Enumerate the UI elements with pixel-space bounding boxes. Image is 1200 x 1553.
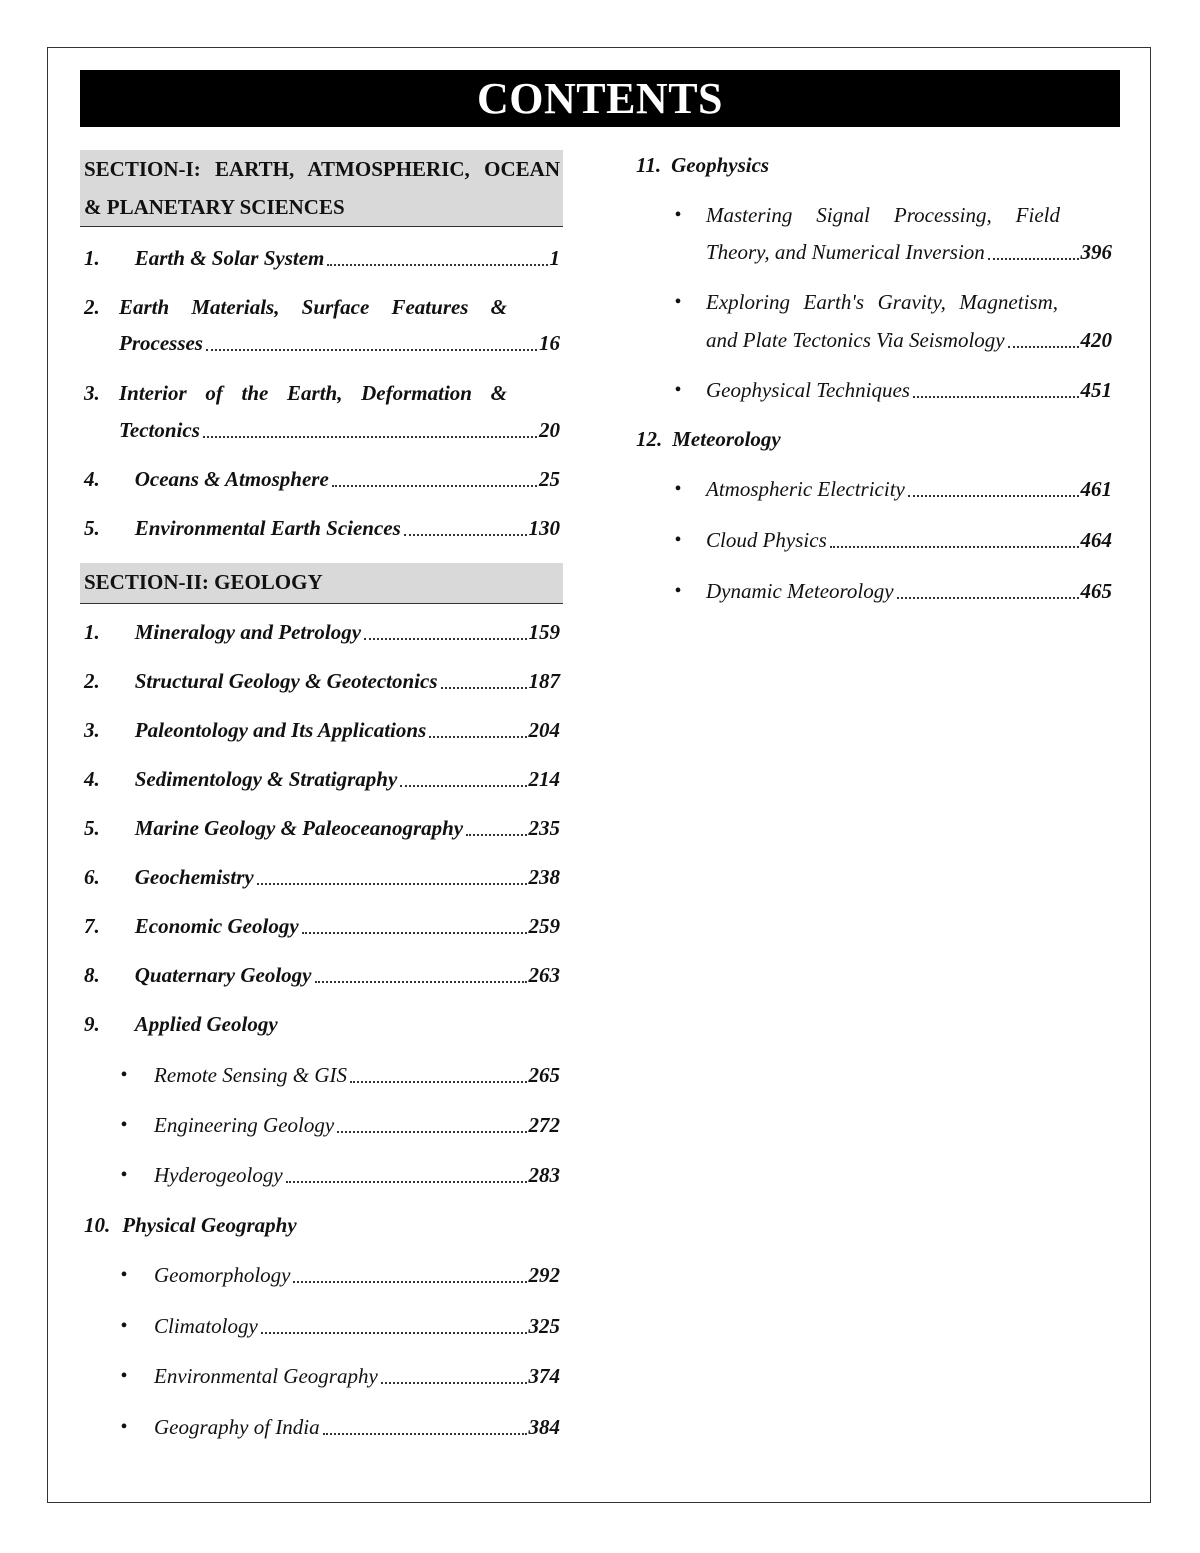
entry-number: 4. — [84, 767, 100, 791]
entry-number: 10. — [84, 1213, 111, 1237]
toc-subentry[interactable] — [154, 1412, 560, 1442]
toc-entry[interactable] — [84, 764, 560, 794]
subentry-title: Geomorphology — [154, 1263, 291, 1287]
leader-dots — [381, 1382, 527, 1384]
toc-entry[interactable] — [84, 415, 560, 445]
entry-number: 3. — [84, 381, 100, 405]
entry-title: Paleontology and Its Applications — [134, 718, 427, 742]
entry-title: Processes — [119, 331, 203, 355]
subentry-page: 396 — [1080, 240, 1112, 264]
entry-number: 1. — [84, 246, 100, 270]
toc-entry-meteorology[interactable] — [636, 424, 1112, 454]
entry-number: 7. — [84, 914, 100, 938]
bullet-icon: • — [120, 1064, 128, 1086]
entry-title: Geochemistry — [134, 865, 254, 889]
leader-dots — [400, 785, 526, 787]
subentry-page: 265 — [528, 1063, 560, 1087]
subentry-title: Climatology — [154, 1314, 258, 1338]
entry-page: 16 — [539, 331, 560, 355]
entry-page: 235 — [528, 816, 560, 840]
toc-subentry[interactable] — [154, 1110, 560, 1140]
entry-title: Tectonics — [119, 418, 200, 442]
subentry-page: 272 — [528, 1113, 560, 1137]
entry-number: 3. — [84, 718, 100, 742]
entry-title: Earth & Solar System — [134, 246, 325, 270]
toc-entry-applied-geology[interactable] — [84, 1009, 560, 1039]
leader-dots — [315, 981, 527, 983]
subentry-title-line1: Mastering Signal Processing, Field — [706, 203, 1060, 227]
entry-number: 5. — [84, 816, 100, 840]
subentry-page: 374 — [528, 1364, 560, 1388]
leader-dots — [404, 534, 527, 536]
subentry-title: Engineering Geology — [154, 1113, 335, 1137]
entry-title: Meteorology — [672, 427, 781, 451]
toc-entry[interactable] — [84, 328, 560, 358]
subentry-title: Hyderogeology — [154, 1163, 283, 1187]
entry-number: 2. — [84, 295, 100, 319]
subentry-page: 461 — [1080, 477, 1112, 501]
entry-number: 11. — [636, 153, 662, 177]
toc-entry[interactable] — [84, 911, 560, 941]
entry-page: 1 — [549, 246, 560, 270]
toc-subentry[interactable] — [154, 1160, 560, 1190]
toc-entry-physical-geography[interactable] — [84, 1210, 560, 1240]
entry-number: 6. — [84, 865, 100, 889]
subentry-title: Theory, and Numerical Inversion — [706, 240, 985, 264]
toc-entry[interactable] — [84, 813, 560, 843]
leader-dots — [913, 396, 1079, 398]
entry-title: Economic Geology — [134, 914, 299, 938]
bullet-icon: • — [674, 291, 682, 313]
bullet-icon: • — [120, 1416, 128, 1438]
leader-dots — [203, 436, 537, 438]
leader-dots — [257, 883, 527, 885]
subentry-page: 384 — [528, 1415, 560, 1439]
bullet-icon: • — [674, 478, 682, 500]
section-1-title-line2: & PLANETARY SCIENCES — [84, 195, 345, 219]
entry-title: Mineralogy and Petrology — [134, 620, 362, 644]
entry-page: 214 — [528, 767, 560, 791]
toc-entry[interactable] — [84, 666, 560, 696]
subentry-page: 325 — [528, 1314, 560, 1338]
toc-subentry[interactable] — [154, 1260, 560, 1290]
entry-title: Quaternary Geology — [134, 963, 312, 987]
toc-subentry[interactable] — [154, 1311, 560, 1341]
leader-dots — [988, 258, 1079, 260]
toc-entry[interactable] — [84, 960, 560, 990]
toc-entry[interactable] — [84, 243, 560, 273]
section-1-header — [80, 150, 563, 227]
leader-dots — [429, 736, 526, 738]
entry-number: 4. — [84, 467, 100, 491]
leader-dots — [908, 495, 1079, 497]
leader-dots — [302, 932, 527, 934]
bullet-icon: • — [120, 1114, 128, 1136]
toc-entry[interactable] — [84, 715, 560, 745]
leader-dots — [206, 349, 537, 351]
entry-title: Environmental Earth Sciences — [134, 516, 401, 540]
entry-title-line1: Earth Materials, Surface Features & — [119, 295, 507, 319]
toc-entry[interactable] — [84, 464, 560, 494]
entry-number: 9. — [84, 1012, 100, 1036]
leader-dots — [286, 1181, 527, 1183]
contents-heading: CONTENTS — [80, 70, 1120, 127]
subentry-title: Geophysical Techniques — [706, 378, 910, 402]
subentry-title: Geography of India — [154, 1415, 320, 1439]
bullet-icon: • — [674, 204, 682, 226]
toc-subentry[interactable] — [706, 325, 1112, 355]
toc-subentry[interactable] — [706, 237, 1112, 267]
bullet-icon: • — [674, 580, 682, 602]
entry-title: Geophysics — [671, 153, 770, 177]
bullet-icon: • — [120, 1315, 128, 1337]
entry-page: 130 — [528, 516, 560, 540]
entry-number: 2. — [84, 669, 100, 693]
entry-number: 5. — [84, 516, 100, 540]
toc-entry[interactable] — [84, 862, 560, 892]
entry-page: 238 — [528, 865, 560, 889]
bullet-icon: • — [120, 1164, 128, 1186]
leader-dots — [323, 1433, 527, 1435]
toc-subentry[interactable] — [706, 525, 1112, 555]
entry-page: 25 — [539, 467, 560, 491]
toc-subentry[interactable] — [706, 576, 1112, 606]
section-2-title: SECTION-II: GEOLOGY — [84, 570, 323, 594]
leader-dots — [897, 597, 1079, 599]
entry-page: 259 — [528, 914, 560, 938]
bullet-icon: • — [120, 1365, 128, 1387]
section-1-title-line1: SECTION-I: EARTH, ATMOSPHERIC, OCEAN — [84, 157, 560, 181]
toc-subentry[interactable] — [706, 474, 1112, 504]
leader-dots — [327, 264, 547, 266]
entry-page: 263 — [528, 963, 560, 987]
subentry-title: and Plate Tectonics Via Seismology — [706, 328, 1005, 352]
entry-number: 8. — [84, 963, 100, 987]
leader-dots — [830, 546, 1079, 548]
subentry-page: 451 — [1080, 378, 1112, 402]
entry-title: Physical Geography — [122, 1213, 297, 1237]
entry-page: 159 — [528, 620, 560, 644]
leader-dots — [261, 1332, 527, 1334]
subentry-title: Dynamic Meteorology — [706, 579, 894, 603]
bullet-icon: • — [674, 379, 682, 401]
entry-title-line1: Interior of the Earth, Deformation & — [119, 381, 507, 405]
bullet-icon: • — [120, 1264, 128, 1286]
entry-title: Applied Geology — [134, 1012, 278, 1036]
subentry-title: Atmospheric Electricity — [706, 477, 905, 501]
entry-number: 1. — [84, 620, 100, 644]
leader-dots — [350, 1081, 526, 1083]
subentry-page: 283 — [528, 1163, 560, 1187]
leader-dots — [466, 834, 526, 836]
bullet-icon: • — [674, 529, 682, 551]
entry-title: Structural Geology & Geotectonics — [134, 669, 438, 693]
leader-dots — [337, 1131, 526, 1133]
entry-title: Sedimentology & Stratigraphy — [134, 767, 398, 791]
toc-entry[interactable] — [84, 617, 560, 647]
leader-dots — [293, 1281, 526, 1283]
leader-dots — [441, 687, 527, 689]
subentry-title: Cloud Physics — [706, 528, 827, 552]
subentry-title: Remote Sensing & GIS — [154, 1063, 348, 1087]
subentry-page: 465 — [1080, 579, 1112, 603]
toc-subentry[interactable] — [154, 1361, 560, 1391]
entry-page: 187 — [528, 669, 560, 693]
entry-number: 12. — [636, 427, 663, 451]
entry-page: 204 — [528, 718, 560, 742]
leader-dots — [1008, 346, 1079, 348]
toc-subentry[interactable] — [706, 375, 1112, 405]
subentry-title-line1: Exploring Earth's Gravity, Magnetism, — [706, 290, 1058, 314]
entry-page: 20 — [539, 418, 560, 442]
toc-entry-geophysics[interactable] — [636, 150, 1112, 180]
toc-subentry[interactable] — [154, 1060, 560, 1090]
section-2-header — [80, 563, 563, 604]
subentry-title: Environmental Geography — [154, 1364, 378, 1388]
subentry-page: 420 — [1080, 328, 1112, 352]
entry-title: Oceans & Atmosphere — [134, 467, 329, 491]
leader-dots — [332, 485, 537, 487]
subentry-page: 464 — [1080, 528, 1112, 552]
subentry-page: 292 — [528, 1263, 560, 1287]
toc-entry[interactable] — [84, 513, 560, 543]
leader-dots — [364, 638, 526, 640]
entry-title: Marine Geology & Paleoceanography — [134, 816, 464, 840]
